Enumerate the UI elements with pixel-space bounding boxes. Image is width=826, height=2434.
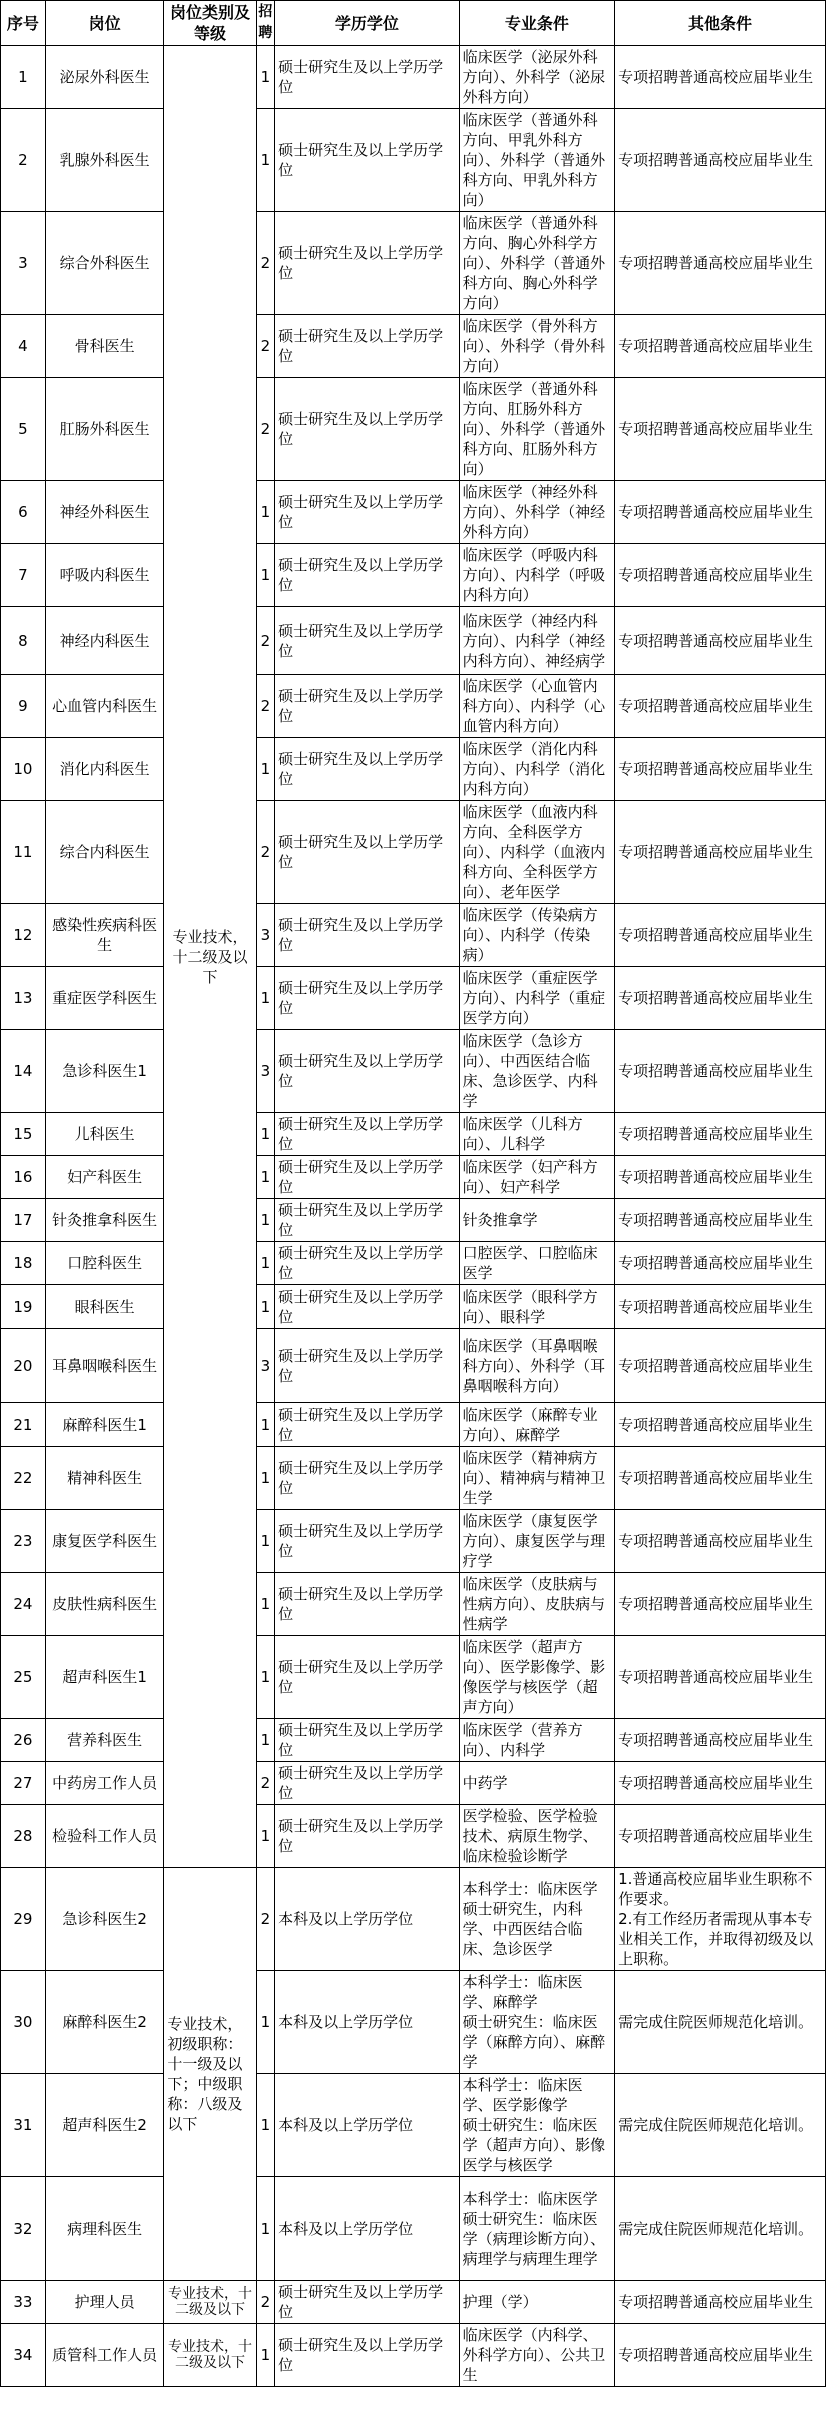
post-name: 呼吸内科医生 (45, 544, 164, 607)
header-category: 岗位类别及等级 (164, 1, 256, 46)
major-requirement: 临床医学（普通外科方向、甲乳外科方向）、外科学（普通外科方向、甲乳外科方向） (459, 109, 615, 212)
recruit-count: 1 (256, 481, 274, 544)
major-requirement: 临床医学（营养方向）、内科学 (459, 1719, 615, 1762)
post-name: 麻醉科医生2 (45, 1971, 164, 2074)
post-name: 心血管内科医生 (45, 675, 164, 738)
major-requirement: 口腔医学、口腔临床医学 (459, 1242, 615, 1285)
recruit-count: 1 (256, 1805, 274, 1868)
major-requirement: 本科学士：临床医学、麻醉学 硕士研究生：临床医学（麻醉方向）、麻醉学 (459, 1971, 615, 2074)
other-requirement: 专项招聘普通高校应届毕业生 (615, 544, 826, 607)
other-requirement: 专项招聘普通高校应届毕业生 (615, 1573, 826, 1636)
education-requirement: 硕士研究生及以上学历学位 (275, 1805, 460, 1868)
category-cell: 专业技术，十二级及以下 (164, 46, 256, 1868)
education-requirement: 硕士研究生及以上学历学位 (275, 904, 460, 967)
recruit-count: 1 (256, 544, 274, 607)
major-requirement: 临床医学（康复医学方向）、康复医学与理疗学 (459, 1510, 615, 1573)
post-name: 营养科医生 (45, 1719, 164, 1762)
recruit-count: 1 (256, 1719, 274, 1762)
major-requirement: 临床医学（眼科学方向）、眼科学 (459, 1285, 615, 1329)
education-requirement: 硕士研究生及以上学历学位 (275, 109, 460, 212)
post-name: 眼科医生 (45, 1285, 164, 1329)
other-requirement: 需完成住院医师规范化培训。 (615, 2074, 826, 2177)
post-name: 超声科医生1 (45, 1636, 164, 1719)
other-requirement: 1.普通高校应届毕业生职称不作要求。 2.有工作经历者需现从事本专业相关工作，并取得初级及以上职称。 (615, 1868, 826, 1971)
major-requirement: 临床医学（儿科方向）、儿科学 (459, 1113, 615, 1156)
education-requirement: 硕士研究生及以上学历学位 (275, 1199, 460, 1242)
other-requirement: 专项招聘普通高校应届毕业生 (615, 481, 826, 544)
post-name: 妇产科医生 (45, 1156, 164, 1199)
header-count: 招聘 (256, 1, 274, 46)
post-name: 口腔科医生 (45, 1242, 164, 1285)
table-row (1, 2177, 826, 2281)
recruit-count: 1 (256, 1447, 274, 1510)
other-requirement: 专项招聘普通高校应届毕业生 (615, 1199, 826, 1242)
table-row (1, 1285, 826, 1329)
other-requirement: 专项招聘普通高校应届毕业生 (615, 1805, 826, 1868)
other-requirement: 专项招聘普通高校应届毕业生 (615, 1403, 826, 1447)
post-name: 检验科工作人员 (45, 1805, 164, 1868)
table-row (1, 1868, 826, 1971)
row-number: 11 (1, 801, 46, 904)
post-name: 神经内科医生 (45, 607, 164, 675)
education-requirement: 硕士研究生及以上学历学位 (275, 1156, 460, 1199)
table-row (1, 1805, 826, 1868)
table-row (1, 315, 826, 378)
education-requirement: 硕士研究生及以上学历学位 (275, 607, 460, 675)
table-row (1, 2324, 826, 2387)
recruit-count: 1 (256, 1113, 274, 1156)
table-row (1, 1762, 826, 1805)
row-number: 27 (1, 1762, 46, 1805)
recruit-count: 2 (256, 675, 274, 738)
row-number: 26 (1, 1719, 46, 1762)
recruit-count: 3 (256, 1329, 274, 1403)
row-number: 21 (1, 1403, 46, 1447)
other-requirement: 专项招聘普通高校应届毕业生 (615, 1762, 826, 1805)
other-requirement: 专项招聘普通高校应届毕业生 (615, 378, 826, 481)
row-number: 4 (1, 315, 46, 378)
row-number: 22 (1, 1447, 46, 1510)
table-row (1, 544, 826, 607)
education-requirement: 硕士研究生及以上学历学位 (275, 2281, 460, 2324)
major-requirement: 临床医学（妇产科方向）、妇产科学 (459, 1156, 615, 1199)
row-number: 20 (1, 1329, 46, 1403)
row-number: 18 (1, 1242, 46, 1285)
education-requirement: 硕士研究生及以上学历学位 (275, 1719, 460, 1762)
major-requirement: 临床医学（精神病方向）、精神病与精神卫生学 (459, 1447, 615, 1510)
row-number: 3 (1, 212, 46, 315)
other-requirement: 专项招聘普通高校应届毕业生 (615, 1113, 826, 1156)
post-name: 肛肠外科医生 (45, 378, 164, 481)
major-requirement: 临床医学（重症医学方向）、内科学（重症医学方向） (459, 967, 615, 1030)
major-requirement: 本科学士：临床医学 硕士研究生：临床医学（病理诊断方向）、病理学与病理生理学 (459, 2177, 615, 2281)
education-requirement: 硕士研究生及以上学历学位 (275, 1447, 460, 1510)
other-requirement: 需完成住院医师规范化培训。 (615, 1971, 826, 2074)
education-requirement: 本科及以上学历学位 (275, 1971, 460, 2074)
post-name: 康复医学科医生 (45, 1510, 164, 1573)
category-cell: 专业技术，十二级及以下 (164, 2281, 256, 2324)
post-name: 麻醉科医生1 (45, 1403, 164, 1447)
table-row (1, 675, 826, 738)
recruit-count: 1 (256, 1636, 274, 1719)
recruit-count: 1 (256, 46, 274, 109)
recruit-count: 1 (256, 1156, 274, 1199)
row-number: 23 (1, 1510, 46, 1573)
table-row (1, 1510, 826, 1573)
recruit-count: 1 (256, 1573, 274, 1636)
post-name: 皮肤性病科医生 (45, 1573, 164, 1636)
recruit-count: 2 (256, 1868, 274, 1971)
post-name: 护理人员 (45, 2281, 164, 2324)
other-requirement: 专项招聘普通高校应届毕业生 (615, 46, 826, 109)
other-requirement: 专项招聘普通高校应届毕业生 (615, 315, 826, 378)
major-requirement: 临床医学（普通外科方向、胸心外科学方向）、外科学（普通外科方向、胸心外科学方向） (459, 212, 615, 315)
post-name: 病理科医生 (45, 2177, 164, 2281)
education-requirement: 硕士研究生及以上学历学位 (275, 481, 460, 544)
major-requirement: 临床医学（内科学、外科学方向）、公共卫生 (459, 2324, 615, 2387)
post-name: 消化内科医生 (45, 738, 164, 801)
table-body (1, 46, 826, 2387)
education-requirement: 硕士研究生及以上学历学位 (275, 1113, 460, 1156)
row-number: 17 (1, 1199, 46, 1242)
row-number: 10 (1, 738, 46, 801)
education-requirement: 硕士研究生及以上学历学位 (275, 967, 460, 1030)
education-requirement: 硕士研究生及以上学历学位 (275, 1285, 460, 1329)
row-number: 14 (1, 1030, 46, 1113)
major-requirement: 临床医学（骨外科方向）、外科学（骨外科方向） (459, 315, 615, 378)
table-row (1, 967, 826, 1030)
other-requirement: 专项招聘普通高校应届毕业生 (615, 212, 826, 315)
row-number: 15 (1, 1113, 46, 1156)
table-row (1, 1113, 826, 1156)
recruit-count: 1 (256, 1242, 274, 1285)
education-requirement: 硕士研究生及以上学历学位 (275, 1242, 460, 1285)
post-name: 神经外科医生 (45, 481, 164, 544)
other-requirement: 专项招聘普通高校应届毕业生 (615, 675, 826, 738)
recruit-count: 3 (256, 1030, 274, 1113)
recruit-count: 2 (256, 801, 274, 904)
post-name: 感染性疾病科医生 (45, 904, 164, 967)
major-requirement: 护理（学） (459, 2281, 615, 2324)
table-row (1, 1573, 826, 1636)
table-row (1, 1030, 826, 1113)
table-row (1, 904, 826, 967)
row-number: 8 (1, 607, 46, 675)
recruit-count: 2 (256, 607, 274, 675)
other-requirement: 专项招聘普通高校应届毕业生 (615, 1156, 826, 1199)
row-number: 30 (1, 1971, 46, 2074)
major-requirement: 本科学士：临床医学 硕士研究生，内科学、中西医结合临床、急诊医学 (459, 1868, 615, 1971)
major-requirement: 临床医学（血液内科方向、全科医学方向）、内科学（血液内科方向、全科医学方向）、老年医学 (459, 801, 615, 904)
major-requirement: 临床医学（神经内科方向）、内科学（神经内科方向）、神经病学 (459, 607, 615, 675)
other-requirement: 专项招聘普通高校应届毕业生 (615, 1285, 826, 1329)
recruit-count: 1 (256, 1285, 274, 1329)
table-row (1, 1447, 826, 1510)
education-requirement: 硕士研究生及以上学历学位 (275, 675, 460, 738)
post-name: 针灸推拿科医生 (45, 1199, 164, 1242)
post-name: 质管科工作人员 (45, 2324, 164, 2387)
table-row (1, 481, 826, 544)
table-row (1, 2074, 826, 2177)
education-requirement: 硕士研究生及以上学历学位 (275, 378, 460, 481)
post-name: 综合内科医生 (45, 801, 164, 904)
major-requirement: 临床医学（急诊方向）、中西医结合临床、急诊医学、内科学 (459, 1030, 615, 1113)
post-name: 骨科医生 (45, 315, 164, 378)
recruit-count: 2 (256, 378, 274, 481)
major-requirement: 临床医学（泌尿外科方向）、外科学（泌尿外科方向） (459, 46, 615, 109)
table-row (1, 378, 826, 481)
table-row (1, 1199, 826, 1242)
education-requirement: 硕士研究生及以上学历学位 (275, 2324, 460, 2387)
row-number: 2 (1, 109, 46, 212)
education-requirement: 硕士研究生及以上学历学位 (275, 1762, 460, 1805)
other-requirement: 专项招聘普通高校应届毕业生 (615, 738, 826, 801)
row-number: 24 (1, 1573, 46, 1636)
post-name: 精神科医生 (45, 1447, 164, 1510)
education-requirement: 硕士研究生及以上学历学位 (275, 1329, 460, 1403)
major-requirement: 临床医学（麻醉专业方向）、麻醉学 (459, 1403, 615, 1447)
row-number: 32 (1, 2177, 46, 2281)
header-education: 学历学位 (275, 1, 460, 46)
row-number: 31 (1, 2074, 46, 2177)
major-requirement: 医学检验、医学检验技术、病原生物学、临床检验诊断学 (459, 1805, 615, 1868)
post-name: 超声科医生2 (45, 2074, 164, 2177)
row-number: 1 (1, 46, 46, 109)
education-requirement: 本科及以上学历学位 (275, 2074, 460, 2177)
education-requirement: 硕士研究生及以上学历学位 (275, 738, 460, 801)
recruit-count: 1 (256, 1971, 274, 2074)
other-requirement: 专项招聘普通高校应届毕业生 (615, 967, 826, 1030)
major-requirement: 针灸推拿学 (459, 1199, 615, 1242)
other-requirement: 专项招聘普通高校应届毕业生 (615, 2324, 826, 2387)
row-number: 19 (1, 1285, 46, 1329)
post-name: 乳腺外科医生 (45, 109, 164, 212)
category-cell: 专业技术，十二级及以下 (164, 2324, 256, 2387)
table-row (1, 2281, 826, 2324)
header-other: 其他条件 (615, 1, 826, 46)
row-number: 13 (1, 967, 46, 1030)
recruit-count: 1 (256, 109, 274, 212)
recruit-count: 1 (256, 2324, 274, 2387)
table-row (1, 607, 826, 675)
recruit-count: 2 (256, 315, 274, 378)
education-requirement: 本科及以上学历学位 (275, 2177, 460, 2281)
other-requirement: 专项招聘普通高校应届毕业生 (615, 1329, 826, 1403)
other-requirement: 专项招聘普通高校应届毕业生 (615, 1030, 826, 1113)
education-requirement: 本科及以上学历学位 (275, 1868, 460, 1971)
major-requirement: 临床医学（消化内科方向）、内科学（消化内科方向） (459, 738, 615, 801)
recruit-count: 1 (256, 1403, 274, 1447)
post-name: 急诊科医生2 (45, 1868, 164, 1971)
table-row (1, 1719, 826, 1762)
major-requirement: 临床医学（皮肤病与性病方向）、皮肤病与性病学 (459, 1573, 615, 1636)
other-requirement: 专项招聘普通高校应届毕业生 (615, 607, 826, 675)
row-number: 6 (1, 481, 46, 544)
post-name: 急诊科医生1 (45, 1030, 164, 1113)
row-number: 9 (1, 675, 46, 738)
other-requirement: 专项招聘普通高校应届毕业生 (615, 2281, 826, 2324)
major-requirement: 临床医学（普通外科方向、肛肠外科方向）、外科学（普通外科方向、肛肠外科方向） (459, 378, 615, 481)
post-name: 中药房工作人员 (45, 1762, 164, 1805)
table-row (1, 1156, 826, 1199)
header-post: 岗位 (45, 1, 164, 46)
other-requirement: 专项招聘普通高校应届毕业生 (615, 109, 826, 212)
row-number: 16 (1, 1156, 46, 1199)
recruit-count: 1 (256, 1510, 274, 1573)
other-requirement: 专项招聘普通高校应届毕业生 (615, 1242, 826, 1285)
other-requirement: 需完成住院医师规范化培训。 (615, 2177, 826, 2281)
row-number: 7 (1, 544, 46, 607)
education-requirement: 硕士研究生及以上学历学位 (275, 1510, 460, 1573)
table-row (1, 109, 826, 212)
education-requirement: 硕士研究生及以上学历学位 (275, 1403, 460, 1447)
education-requirement: 硕士研究生及以上学历学位 (275, 212, 460, 315)
recruit-count: 1 (256, 2177, 274, 2281)
table-row (1, 1242, 826, 1285)
other-requirement: 专项招聘普通高校应届毕业生 (615, 1447, 826, 1510)
row-number: 25 (1, 1636, 46, 1719)
recruit-count: 2 (256, 212, 274, 315)
table-row (1, 212, 826, 315)
education-requirement: 硕士研究生及以上学历学位 (275, 1030, 460, 1113)
major-requirement: 本科学士：临床医学、医学影像学 硕士研究生：临床医学（超声方向）、影像医学与核医学 (459, 2074, 615, 2177)
table-row (1, 738, 826, 801)
table-row (1, 1636, 826, 1719)
education-requirement: 硕士研究生及以上学历学位 (275, 46, 460, 109)
major-requirement: 临床医学（呼吸内科方向）、内科学（呼吸内科方向） (459, 544, 615, 607)
recruit-count: 1 (256, 1199, 274, 1242)
education-requirement: 硕士研究生及以上学历学位 (275, 1573, 460, 1636)
recruit-count: 1 (256, 967, 274, 1030)
education-requirement: 硕士研究生及以上学历学位 (275, 801, 460, 904)
row-number: 34 (1, 2324, 46, 2387)
other-requirement: 专项招聘普通高校应届毕业生 (615, 801, 826, 904)
education-requirement: 硕士研究生及以上学历学位 (275, 1636, 460, 1719)
post-name: 综合外科医生 (45, 212, 164, 315)
header-major: 专业条件 (459, 1, 615, 46)
post-name: 耳鼻咽喉科医生 (45, 1329, 164, 1403)
row-number: 5 (1, 378, 46, 481)
major-requirement: 临床医学（心血管内科方向）、内科学（心血管内科方向） (459, 675, 615, 738)
major-requirement: 临床医学（神经外科方向）、外科学（神经外科方向） (459, 481, 615, 544)
major-requirement: 临床医学（传染病方向）、内科学（传染病） (459, 904, 615, 967)
recruit-count: 2 (256, 1762, 274, 1805)
education-requirement: 硕士研究生及以上学历学位 (275, 315, 460, 378)
education-requirement: 硕士研究生及以上学历学位 (275, 544, 460, 607)
post-name: 泌尿外科医生 (45, 46, 164, 109)
header-row (1, 1, 826, 46)
table-row (1, 1329, 826, 1403)
row-number: 28 (1, 1805, 46, 1868)
table-row (1, 1971, 826, 2074)
recruit-count: 3 (256, 904, 274, 967)
major-requirement: 中药学 (459, 1762, 615, 1805)
table-row (1, 46, 826, 109)
other-requirement: 专项招聘普通高校应届毕业生 (615, 1510, 826, 1573)
recruit-count: 1 (256, 738, 274, 801)
row-number: 29 (1, 1868, 46, 1971)
post-name: 重症医学科医生 (45, 967, 164, 1030)
row-number: 12 (1, 904, 46, 967)
other-requirement: 专项招聘普通高校应届毕业生 (615, 1719, 826, 1762)
category-cell: 专业技术，初级职称：十一级及以下；中级职称：八级及以下 (164, 1868, 256, 2281)
header-no: 序号 (1, 1, 46, 46)
other-requirement: 专项招聘普通高校应届毕业生 (615, 904, 826, 967)
table-row (1, 801, 826, 904)
recruit-count: 1 (256, 2074, 274, 2177)
recruit-count: 2 (256, 2281, 274, 2324)
row-number: 33 (1, 2281, 46, 2324)
other-requirement: 专项招聘普通高校应届毕业生 (615, 1636, 826, 1719)
table-row (1, 1403, 826, 1447)
major-requirement: 临床医学（超声方向）、医学影像学、影像医学与核医学（超声方向） (459, 1636, 615, 1719)
post-name: 儿科医生 (45, 1113, 164, 1156)
major-requirement: 临床医学（耳鼻咽喉科方向）、外科学（耳鼻咽喉科方向） (459, 1329, 615, 1403)
